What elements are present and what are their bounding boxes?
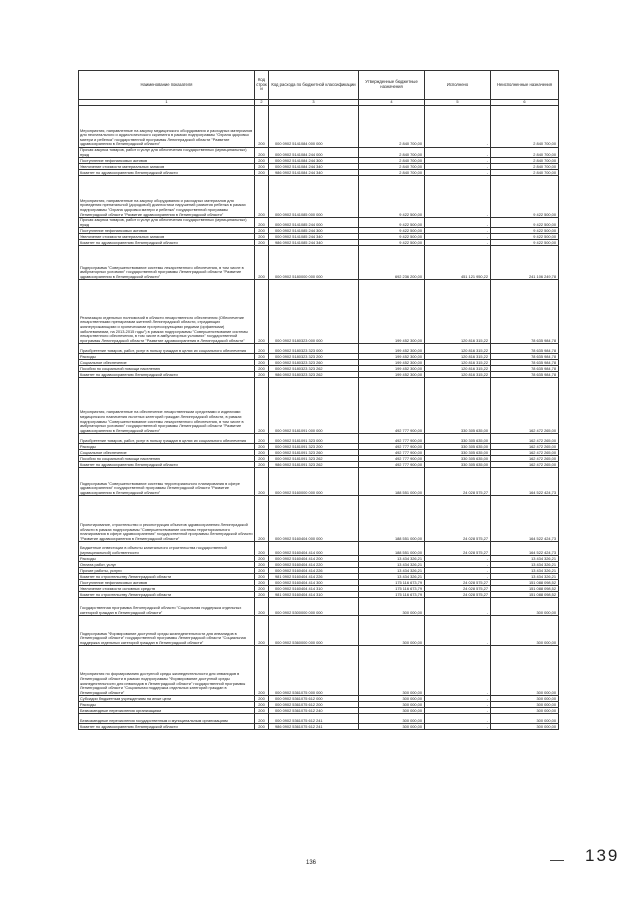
row-expense-code: 000 0902 5141084 244 300: [269, 158, 359, 164]
row-name: Комитет по здравоохранению Ленинградской области: [79, 170, 255, 176]
row-name: Подпрограмма "Совершенствование системы лекарственного обеспечения, в том числе в амбулаторных условиях" государственной программы Ленинградской области "Развитие здравоохранения в Ленинградской области": [79, 246, 255, 280]
row-unexecuted: 162 472 265,00: [491, 456, 559, 462]
column-number: 2: [255, 100, 269, 106]
row-line-code: 200: [255, 586, 269, 592]
row-unexecuted: 13 434 326,21: [491, 574, 559, 580]
row-unexecuted: 2 840 700,00: [491, 170, 559, 176]
row-line-code: 200: [255, 218, 269, 228]
table-row: [79, 240, 559, 246]
row-unexecuted: 151 088 098,52: [491, 580, 559, 586]
row-executed: -: [425, 724, 491, 730]
row-line-code: 200: [255, 542, 269, 556]
row-expense-code: 000 0902 5181091 323 262: [269, 456, 359, 462]
row-name: Прочая закупка товаров, работ и услуг для обеспечения государственных (муниципальных) нужд: [79, 218, 255, 228]
row-unexecuted: 151 088 098,52: [491, 586, 559, 592]
row-unexecuted: 78 635 984,78: [491, 344, 559, 354]
row-approved: 492 777 900,00: [359, 456, 425, 462]
row-expense-code: 000 0902 5181091 323 200: [269, 444, 359, 450]
row-executed: -: [425, 228, 491, 234]
table-row: [79, 366, 559, 372]
row-expense-code: 986 0902 5361075 612 241: [269, 724, 359, 730]
row-executed: 451 121 950,22: [425, 246, 491, 280]
column-number: 3: [269, 100, 359, 106]
row-line-code: 200: [255, 378, 269, 434]
row-executed: 120 816 315,22: [425, 344, 491, 354]
report-sheet: [78, 70, 558, 730]
row-name: Приобретение товаров, работ, услуг в пользу граждан в целях их социального обеспечения: [79, 344, 255, 354]
row-unexecuted: 2 840 700,00: [491, 148, 559, 158]
row-unexecuted: 164 522 424,73: [491, 468, 559, 496]
row-name: Государственная программа Ленинградской области "Социальная поддержка отдельных категорий граждан в Ленинградской области": [79, 598, 255, 616]
row-name: Мероприятия, направленные на закупку медицинского оборудования и расходных материалов для неонатального и аудиологического скрининга в рамках подпрограммы "Охрана здоровья матери и ребенка" государственной программы Ленинградской области "Развитие здравоохранения в Ленинградской области": [79, 106, 255, 148]
column-number: 1: [79, 100, 255, 106]
row-executed: 120 816 315,22: [425, 372, 491, 378]
row-executed: -: [425, 234, 491, 240]
row-expense-code: 986 0902 5180323 323 262: [269, 372, 359, 378]
row-unexecuted: 162 472 265,00: [491, 378, 559, 434]
row-approved: 492 777 900,00: [359, 462, 425, 468]
row-unexecuted: 300 000,00: [491, 702, 559, 708]
row-unexecuted: 9 422 500,00: [491, 176, 559, 218]
row-expense-code: 000 0902 5141085 000 000: [269, 176, 359, 218]
row-executed: -: [425, 176, 491, 218]
table-row: [79, 714, 559, 724]
row-expense-code: 000 0902 5361075 612 240: [269, 708, 359, 714]
table-row: [79, 378, 559, 434]
row-expense-code: 000 0902 5300000 000 000: [269, 598, 359, 616]
row-name: Реализация отдельных полномочий в области лекарственного обеспечения (Обеспечение лекарственными препаратами жителей Ленинградской области, страдающих жизнеугрожающими и хроническими прогрессирующими редкими (орфанными) заболеваниями, на 2013-2015 годы") в рамках подпрограммы "Совершенствование системы лекарственного обеспечения, в том числе в амбулаторных условиях" государственной программы Ленинградской области "Развитие здравоохранения в Ленинградской области": [79, 280, 255, 344]
row-executed: 24 028 575,27: [425, 592, 491, 598]
row-unexecuted: 162 472 265,00: [491, 450, 559, 456]
row-approved: 175 116 673,79: [359, 592, 425, 598]
row-line-code: 200: [255, 468, 269, 496]
row-line-code: 200: [255, 176, 269, 218]
row-executed: 330 305 635,00: [425, 434, 491, 444]
row-line-code: 200: [255, 556, 269, 562]
row-executed: 120 816 315,22: [425, 360, 491, 366]
table-body: [79, 106, 559, 730]
row-expense-code: 000 0902 5160404 414 200: [269, 556, 359, 562]
row-unexecuted: 78 635 984,78: [491, 354, 559, 360]
row-executed: -: [425, 568, 491, 574]
row-unexecuted: 151 088 098,52: [491, 592, 559, 598]
row-unexecuted: 2 840 700,00: [491, 106, 559, 148]
row-unexecuted: 162 472 265,00: [491, 444, 559, 450]
row-line-code: 200: [255, 646, 269, 696]
column-number: 6: [491, 100, 559, 106]
row-unexecuted: 300 000,00: [491, 714, 559, 724]
row-approved: 300 000,00: [359, 708, 425, 714]
row-approved: 199 452 300,00: [359, 366, 425, 372]
row-name: Пособия по социальной помощи населению: [79, 366, 255, 372]
row-approved: 492 777 900,00: [359, 444, 425, 450]
row-executed: -: [425, 702, 491, 708]
row-unexecuted: 164 522 424,73: [491, 496, 559, 542]
row-name: Комитет по здравоохранению Ленинградской области: [79, 372, 255, 378]
table-row: [79, 646, 559, 696]
row-expense-code: 000 0902 5160000 000 000: [269, 468, 359, 496]
table-row: [79, 462, 559, 468]
row-name: Расходы: [79, 354, 255, 360]
row-expense-code: 000 0902 5181091 323 000: [269, 434, 359, 444]
row-name: Проектирование, строительство и реконструкция объектов здравоохранения Ленинградской области в рамках подпрограммы "Совершенствование системы территориального планирования в сфере здравоохранения" государственной программы Ленинградской области "Развитие здравоохранения в Ленинградской области": [79, 496, 255, 542]
row-approved: 13 434 326,21: [359, 556, 425, 562]
row-line-code: 200: [255, 354, 269, 360]
row-line-code: 200: [255, 240, 269, 246]
row-name: Увеличение стоимости основных средств: [79, 586, 255, 592]
row-name: Подпрограмма "Совершенствование системы территориального планирования в сфере здравоохранения" государственной программы Ленинградской области "Развитие здравоохранения в Ленинградской области": [79, 468, 255, 496]
row-unexecuted: 9 422 500,00: [491, 234, 559, 240]
table-row: [79, 372, 559, 378]
row-expense-code: 000 0902 5180323 323 200: [269, 354, 359, 360]
row-line-code: 200: [255, 714, 269, 724]
row-line-code: 200: [255, 616, 269, 646]
row-approved: 9 422 500,00: [359, 218, 425, 228]
row-expense-code: 000 0902 5160404 414 220: [269, 562, 359, 568]
row-line-code: 200: [255, 696, 269, 702]
header-approved: Утвержденные бюджетные назначения: [359, 71, 425, 100]
row-executed: -: [425, 616, 491, 646]
row-executed: -: [425, 164, 491, 170]
row-line-code: 200: [255, 234, 269, 240]
row-unexecuted: 78 635 984,78: [491, 360, 559, 366]
row-executed: -: [425, 556, 491, 562]
row-executed: -: [425, 598, 491, 616]
row-name: Прочая закупка товаров, работ и услуг для обеспечения государственных (муниципальных) нужд: [79, 148, 255, 158]
row-executed: 330 305 635,00: [425, 456, 491, 462]
row-line-code: 200: [255, 158, 269, 164]
row-approved: 300 000,00: [359, 598, 425, 616]
row-executed: 330 305 635,00: [425, 378, 491, 434]
row-name: Расходы: [79, 444, 255, 450]
row-line-code: 200: [255, 708, 269, 714]
row-line-code: 200: [255, 106, 269, 148]
row-approved: 300 000,00: [359, 702, 425, 708]
row-expense-code: 000 0902 5181091 323 260: [269, 450, 359, 456]
row-line-code: 200: [255, 148, 269, 158]
row-name: Комитет по строительству Ленинградской области: [79, 592, 255, 598]
row-approved: 199 452 300,00: [359, 280, 425, 344]
row-unexecuted: 78 635 984,78: [491, 372, 559, 378]
page-number: 136: [306, 860, 317, 866]
row-approved: 692 236 200,00: [359, 246, 425, 280]
row-expense-code: 981 0902 5160404 414 310: [269, 592, 359, 598]
row-executed: -: [425, 148, 491, 158]
row-approved: 13 434 326,21: [359, 562, 425, 568]
row-unexecuted: 9 422 500,00: [491, 228, 559, 234]
row-expense-code: 000 0902 5160404 414 300: [269, 580, 359, 586]
row-name: Поступление нефинансовых активов: [79, 228, 255, 234]
row-expense-code: 000 0902 5180323 323 262: [269, 366, 359, 372]
row-line-code: 200: [255, 462, 269, 468]
row-name: Приобретение товаров, работ, услуг в пользу граждан в целях их социального обеспечения: [79, 434, 255, 444]
row-name: Комитет по здравоохранению Ленинградской области: [79, 240, 255, 246]
row-unexecuted: 9 422 500,00: [491, 240, 559, 246]
table-row: [79, 434, 559, 444]
row-approved: 300 000,00: [359, 696, 425, 702]
column-number: 5: [425, 100, 491, 106]
row-name: Увеличение стоимости материальных запасов: [79, 164, 255, 170]
row-executed: 24 028 575,27: [425, 468, 491, 496]
row-approved: 199 452 300,00: [359, 372, 425, 378]
row-unexecuted: 13 434 326,21: [491, 556, 559, 562]
row-executed: -: [425, 714, 491, 724]
row-expense-code: 000 0902 5141084 244 000: [269, 148, 359, 158]
row-name: Оплата работ, услуг: [79, 562, 255, 568]
row-approved: 188 551 000,00: [359, 542, 425, 556]
row-approved: 199 452 300,00: [359, 360, 425, 366]
row-line-code: 200: [255, 592, 269, 598]
row-name: Комитет по здравоохранению Ленинградской области: [79, 462, 255, 468]
row-expense-code: 986 0902 5141085 244 340: [269, 240, 359, 246]
row-line-code: 200: [255, 562, 269, 568]
row-executed: 24 028 575,27: [425, 580, 491, 586]
row-line-code: 200: [255, 496, 269, 542]
row-unexecuted: 300 000,00: [491, 696, 559, 702]
row-unexecuted: 162 472 265,00: [491, 462, 559, 468]
row-approved: 492 777 900,00: [359, 434, 425, 444]
table-row: [79, 456, 559, 462]
table-row: [79, 542, 559, 556]
table-row: [79, 468, 559, 496]
row-expense-code: 986 0902 5181091 323 262: [269, 462, 359, 468]
row-line-code: 200: [255, 574, 269, 580]
row-expense-code: 000 0902 5141084 244 340: [269, 164, 359, 170]
row-unexecuted: 300 000,00: [491, 708, 559, 714]
row-unexecuted: 162 472 265,00: [491, 434, 559, 444]
row-expense-code: 000 0902 5180323 000 000: [269, 280, 359, 344]
table-row: [79, 246, 559, 280]
row-expense-code: 981 0902 5160404 414 226: [269, 574, 359, 580]
row-unexecuted: 9 422 500,00: [491, 218, 559, 228]
row-expense-code: 000 0902 5361075 000 000: [269, 646, 359, 696]
row-unexecuted: 241 106 249,78: [491, 246, 559, 280]
row-executed: 24 028 575,27: [425, 542, 491, 556]
row-expense-code: 986 0902 5141084 244 340: [269, 170, 359, 176]
row-line-code: 200: [255, 372, 269, 378]
budget-execution-table: [78, 70, 559, 730]
row-approved: 2 840 700,00: [359, 164, 425, 170]
table-row: [79, 586, 559, 592]
table-row: [79, 616, 559, 646]
row-expense-code: 000 0902 5180323 323 260: [269, 360, 359, 366]
row-name: Мероприятия, направленные на закупку оборудования и расходных материалов для проведения пренатальной (дородовой) диагностики нарушений развития ребенка в рамках подпрограммы "Охрана здоровья матери и ребенка" государственной программы Ленинградской области "Развитие здравоохранения в Ленинградской области": [79, 176, 255, 218]
row-approved: 175 116 673,79: [359, 580, 425, 586]
row-line-code: 200: [255, 366, 269, 372]
row-unexecuted: 78 635 984,78: [491, 366, 559, 372]
column-number: 4: [359, 100, 425, 106]
row-name: Безвозмездные перечисления государственным и муниципальным организациям: [79, 714, 255, 724]
table-header-row: [79, 71, 559, 100]
row-executed: -: [425, 240, 491, 246]
row-name: Социальное обеспечение: [79, 360, 255, 366]
row-executed: 120 816 315,22: [425, 366, 491, 372]
row-name: Безвозмездные перечисления организациям: [79, 708, 255, 714]
row-executed: 120 816 315,22: [425, 280, 491, 344]
row-unexecuted: 2 840 700,00: [491, 164, 559, 170]
row-line-code: 200: [255, 450, 269, 456]
row-line-code: 200: [255, 360, 269, 366]
row-unexecuted: 300 000,00: [491, 616, 559, 646]
header-name: Наименование показателя: [79, 71, 255, 100]
row-executed: -: [425, 158, 491, 164]
row-name: Комитет по здравоохранению Ленинградской области: [79, 724, 255, 730]
row-unexecuted: 2 840 700,00: [491, 158, 559, 164]
row-expense-code: 000 0902 5181091 000 000: [269, 378, 359, 434]
row-name: Расходы: [79, 556, 255, 562]
table-row: [79, 148, 559, 158]
row-executed: 330 305 635,00: [425, 462, 491, 468]
row-line-code: 200: [255, 598, 269, 616]
row-executed: -: [425, 646, 491, 696]
row-expense-code: 000 0902 5361075 612 200: [269, 702, 359, 708]
row-approved: 9 422 500,00: [359, 176, 425, 218]
row-line-code: 200: [255, 580, 269, 586]
row-unexecuted: 13 434 326,21: [491, 568, 559, 574]
row-approved: 492 777 900,00: [359, 450, 425, 456]
row-executed: -: [425, 106, 491, 148]
row-line-code: 200: [255, 702, 269, 708]
row-executed: -: [425, 562, 491, 568]
row-name: Поступление нефинансовых активов: [79, 158, 255, 164]
row-executed: -: [425, 574, 491, 580]
table-row: [79, 218, 559, 228]
row-approved: 175 116 673,79: [359, 586, 425, 592]
table-row: [79, 598, 559, 616]
row-line-code: 200: [255, 170, 269, 176]
row-approved: 300 000,00: [359, 616, 425, 646]
row-expense-code: 000 0902 5141085 244 340: [269, 234, 359, 240]
row-line-code: 200: [255, 444, 269, 450]
row-line-code: 200: [255, 344, 269, 354]
row-expense-code: 000 0902 5160404 414 000: [269, 542, 359, 556]
row-name: Мероприятия, направленные на обеспечение лекарственными средствами и изделиями медицинского назначения льготных категорий граждан Ленинградской области, в рамках подпрограммы "Совершенствование системы лекарственного обеспечения, в том числе в амбулаторных условиях" государственной программы Ленинградской области "Развитие здравоохранения в Ленинградской области": [79, 378, 255, 434]
row-executed: -: [425, 170, 491, 176]
table-row: [79, 176, 559, 218]
row-unexecuted: 300 000,00: [491, 724, 559, 730]
row-name: Увеличение стоимости материальных запасов: [79, 234, 255, 240]
row-approved: 300 000,00: [359, 724, 425, 730]
row-name: Субсидии бюджетным учреждениям на иные цели: [79, 696, 255, 702]
row-executed: 24 028 575,27: [425, 496, 491, 542]
row-name: Социальное обеспечение: [79, 450, 255, 456]
row-approved: 199 452 300,00: [359, 354, 425, 360]
table-row: [79, 496, 559, 542]
table-row: [79, 280, 559, 344]
row-executed: -: [425, 696, 491, 702]
table-row: [79, 708, 559, 714]
header-executed: Исполнено: [425, 71, 491, 100]
row-name: Поступление нефинансовых активов: [79, 580, 255, 586]
stamp-dash: [550, 860, 564, 861]
row-executed: -: [425, 708, 491, 714]
row-expense-code: 000 0902 5361075 612 000: [269, 696, 359, 702]
row-line-code: 200: [255, 434, 269, 444]
row-name: Прочие работы, услуги: [79, 568, 255, 574]
row-name: Бюджетные инвестиции в объекты капитального строительства государственной (муниципальной) собственности: [79, 542, 255, 556]
row-approved: 199 452 300,00: [359, 344, 425, 354]
row-name: Расходы: [79, 702, 255, 708]
table-row: [79, 234, 559, 240]
row-expense-code: 000 0902 5141085 244 300: [269, 228, 359, 234]
row-approved: 188 551 000,00: [359, 496, 425, 542]
row-approved: 9 422 500,00: [359, 234, 425, 240]
row-expense-code: 000 0902 5361075 612 241: [269, 714, 359, 724]
row-expense-code: 000 0902 5160404 414 226: [269, 568, 359, 574]
row-line-code: 200: [255, 228, 269, 234]
row-expense-code: 000 0902 5160404 414 310: [269, 586, 359, 592]
row-unexecuted: 164 522 424,73: [491, 542, 559, 556]
table-row: [79, 574, 559, 580]
row-unexecuted: 300 000,00: [491, 598, 559, 616]
row-approved: 492 777 900,00: [359, 378, 425, 434]
row-approved: 13 434 326,21: [359, 574, 425, 580]
row-name: Комитет по строительству Ленинградской области: [79, 574, 255, 580]
row-approved: 300 000,00: [359, 646, 425, 696]
row-approved: 13 434 326,21: [359, 568, 425, 574]
row-line-code: 200: [255, 246, 269, 280]
row-name: Подпрограмма "Формирование доступной среды жизнедеятельности для инвалидов в Ленинградской области" государственной программы Ленинградской области "Социальная поддержка отдельных категорий граждан в Ленинградской области": [79, 616, 255, 646]
row-executed: 330 305 635,00: [425, 444, 491, 450]
table-row: [79, 164, 559, 170]
row-line-code: 200: [255, 164, 269, 170]
row-approved: 300 000,00: [359, 714, 425, 724]
table-row: [79, 724, 559, 730]
row-executed: 330 305 635,00: [425, 450, 491, 456]
row-approved: 9 422 500,00: [359, 228, 425, 234]
row-expense-code: 000 0902 5360000 000 000: [269, 616, 359, 646]
row-name: Мероприятия по формированию доступной среды жизнедеятельности для инвалидов в Ленинградской области в рамках подпрограммы "Формирование доступной среды жизнедеятельности для инвалидов в Ленинградской области" государственной программы Ленинградской области "Социальная поддержка отдельных категорий граждан в Ленинградской области": [79, 646, 255, 696]
row-approved: 2 840 700,00: [359, 148, 425, 158]
row-approved: 188 551 000,00: [359, 468, 425, 496]
row-approved: 2 840 700,00: [359, 158, 425, 164]
row-expense-code: 000 0902 5141085 244 000: [269, 218, 359, 228]
sheet-stamp-number: 139: [585, 846, 620, 865]
table-row: [79, 696, 559, 702]
row-executed: 24 028 575,27: [425, 586, 491, 592]
row-approved: 2 840 700,00: [359, 106, 425, 148]
row-unexecuted: 300 000,00: [491, 646, 559, 696]
table-row: [79, 344, 559, 354]
header-expense-code: Код расхода по бюджетной классификации: [269, 71, 359, 100]
row-expense-code: 000 0902 5141084 000 000: [269, 106, 359, 148]
row-expense-code: 000 0902 5160404 000 000: [269, 496, 359, 542]
table-row: [79, 592, 559, 598]
header-line-code: Код строк и: [255, 71, 269, 100]
row-unexecuted: 78 635 984,78: [491, 280, 559, 344]
row-expense-code: 000 0902 5180323 323 000: [269, 344, 359, 354]
table-row: [79, 106, 559, 148]
row-executed: -: [425, 218, 491, 228]
row-unexecuted: 13 434 326,21: [491, 562, 559, 568]
row-executed: 120 816 315,22: [425, 354, 491, 360]
row-line-code: 200: [255, 280, 269, 344]
row-expense-code: 000 0902 5180000 000 000: [269, 246, 359, 280]
row-line-code: 200: [255, 568, 269, 574]
row-approved: 9 422 500,00: [359, 240, 425, 246]
row-name: Пособия по социальной помощи населению: [79, 456, 255, 462]
row-line-code: 200: [255, 456, 269, 462]
table-row: [79, 170, 559, 176]
row-line-code: 200: [255, 724, 269, 730]
header-unexecuted: Неисполненные назначения: [491, 71, 559, 100]
row-approved: 2 840 700,00: [359, 170, 425, 176]
